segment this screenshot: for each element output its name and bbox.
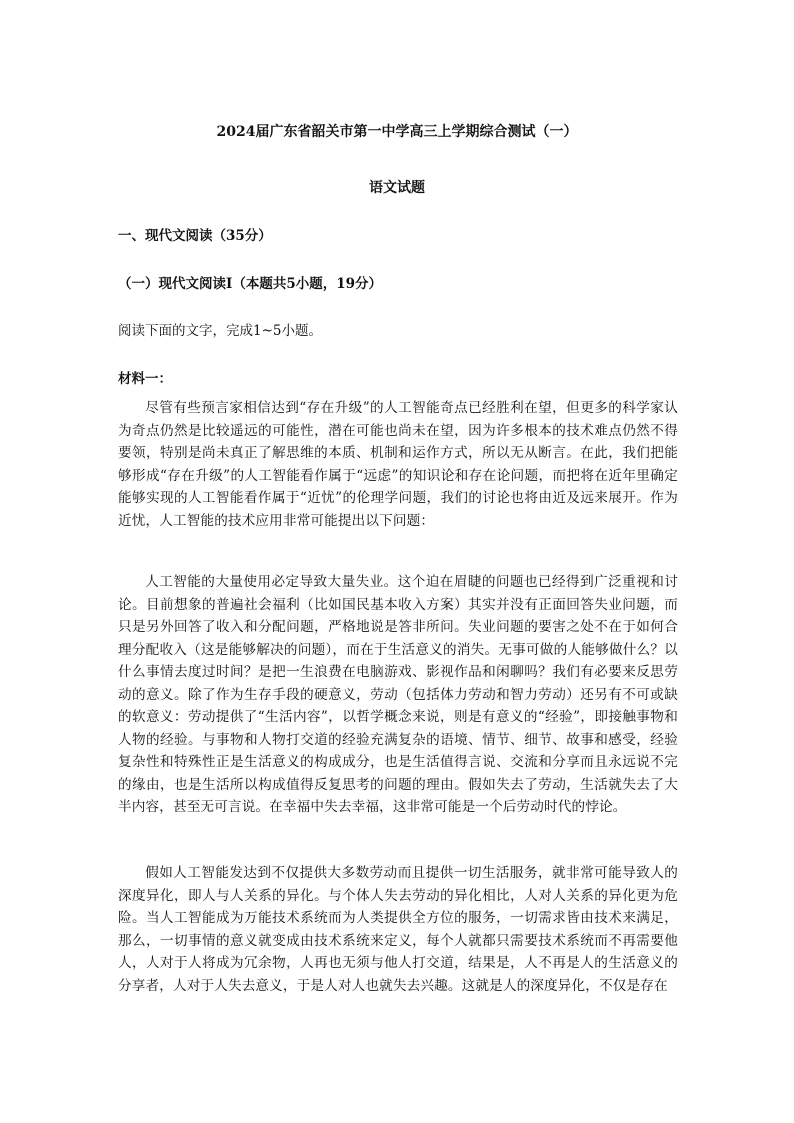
instruction-text: 阅读下面的文字，完成1~5小题。 bbox=[118, 323, 322, 339]
document-subtitle: 语文试题 bbox=[369, 180, 425, 196]
material-label: 材料一： bbox=[118, 371, 172, 387]
subsection-heading: （一）现代文阅读Ⅰ（本题共5小题，19分） bbox=[118, 276, 382, 292]
paragraph-1: 尽管有些预言家相信达到“存在升级”的人工智能奇点已经胜利在望，但更多的科学家认为奇点仍然是比较遥远的可能性，潜在可能也尚未在望，因为许多根本的技术难点仍然不得要领，特别是尚未真正了解思维的本质、机制和运作方式，所以无从断言。在此，我们把能够形成“存在升级”的人工智能看作属于“远虑”的知识论和存在论问题，而把将在近年里确定能够实现的人工智能看作属于“近忧”的伦理学问题，我们的讨论也将由近及远来展开。作为近忧，人工智能的技术应用非常可能提出以下问题： bbox=[118, 400, 678, 529]
paragraph-3: 假如人工智能发达到不仅提供大多数劳动而且提供一切生活服务，就非常可能导致人的深度异化，即人与人关系的异化。与个体人失去劳动的异化相比，人对人关系的异化更为危险。当人工智能成为万能技术系统而为人类提供全方位的服务，一切需求皆由技术来满足，那么，一切事情的意义就变成由技术系统来定义，每个人就都只需要技术系统而不再需要他人，人对于人将成为冗余物，人再也无须与他人打交道，结果是，人不再是人的生活意义的分享者，人对于人失去意义，于是人对人也就失去兴趣。这就是人的深度异化，不仅是存在 bbox=[118, 865, 678, 994]
document-title: 2024届广东省韶关市第一中学高三上学期综合测试（一） bbox=[216, 124, 578, 140]
section-heading: 一、现代文阅读（35分） bbox=[118, 228, 272, 244]
paragraph-2: 人工智能的大量使用必定导致大量失业。这个迫在眉睫的问题也已经得到广泛重视和讨论。目前想象的普遍社会福利（比如国民基本收入方案）其实并没有正面回答失业问题，而只是另外回答了收入和分配问题，严格地说是答非所问。失业问题的要害之处不在于如何合理分配收入（这是能够解决的问题），而在于生活意义的消失。无事可做的人能够做什么？以什么事情去度过时间？是把一生浪费在电脑游戏、影视作品和闲聊吗？我们有必要来反思劳动的意义。除了作为生存手段的硬意义，劳动（包括体力劳动和智力劳动）还另有不可或缺的软意义：劳动提供了“生活内容”，以哲学概念来说，则是有意义的“经验”，即接触事物和人物的经验。与事物和人物打交道的经验充满复杂的语境、情节、细节、故事和感受，经验复杂性和特殊性正是生活意义的构成成分，也是生活值得言说、交流和分享而且永远说不完的缘由，也是生活所以构成值得反复思考的问题的理由。假如失去了劳动，生活就失去了大半内容，甚至无可言说。在幸福中失去幸福，这非常可能是一个后劳动时代的悖论。 bbox=[118, 574, 678, 815]
